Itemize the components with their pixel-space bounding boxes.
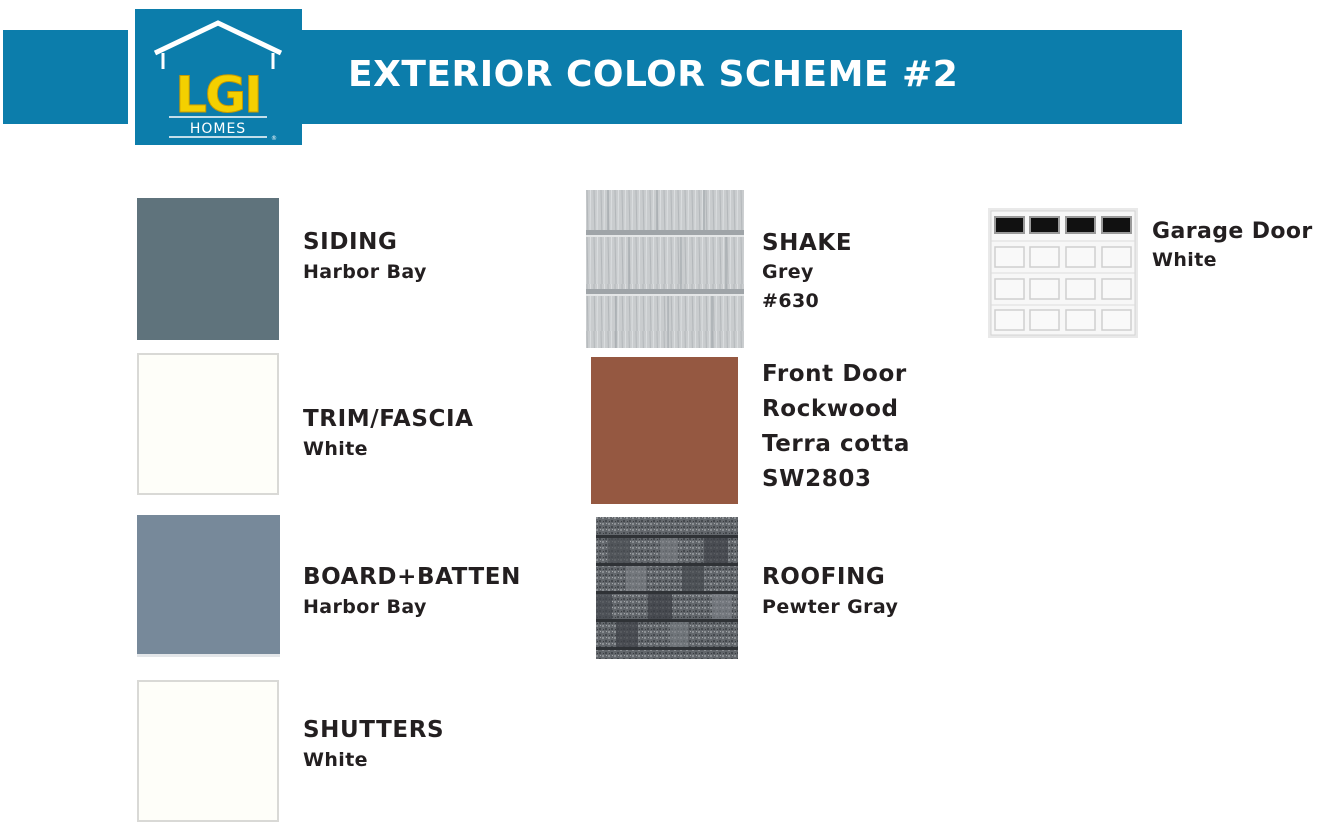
board-batten-name: BOARD+BATTEN — [303, 564, 521, 590]
shake-label — [762, 230, 852, 312]
roofing-name: ROOFING — [762, 564, 886, 590]
trim-swatch — [137, 353, 279, 495]
trim-name: TRIM/FASCIA — [303, 406, 474, 432]
front-door-brand: Rockwood — [762, 396, 899, 422]
shutters-name: SHUTTERS — [303, 717, 445, 743]
board-batten-color: Harbor Bay — [303, 596, 427, 618]
front-door-color: Terra cotta — [762, 431, 910, 457]
shutters-color: White — [303, 749, 368, 771]
siding-swatch — [137, 198, 279, 340]
page-title: EXTERIOR COLOR SCHEME #2 — [348, 54, 959, 95]
garage-door-label — [1152, 219, 1313, 271]
roofing-texture-swatch — [596, 517, 738, 659]
roofing-color: Pewter Gray — [762, 596, 899, 618]
front-door-label — [762, 361, 910, 492]
front-door-code: SW2803 — [762, 466, 872, 492]
trim-color: White — [303, 438, 368, 460]
logo-registered-mark: ® — [271, 135, 277, 142]
shake-name: SHAKE — [762, 230, 853, 256]
roofing-label — [762, 564, 898, 618]
board-batten-label — [303, 564, 521, 618]
shake-texture-swatch — [586, 190, 744, 348]
shutters-label — [303, 717, 444, 771]
front-door-swatch — [591, 357, 738, 504]
shake-code: #630 — [762, 290, 820, 312]
shutters-swatch — [137, 680, 279, 822]
siding-color: Harbor Bay — [303, 261, 427, 283]
garage-door-swatch — [988, 208, 1138, 338]
logo-letters: LGI — [175, 66, 261, 124]
logo-word: HOMES — [189, 121, 247, 137]
board-batten-swatch — [137, 515, 280, 657]
garage-door-name: Garage Door — [1152, 219, 1313, 244]
garage-door-color: White — [1152, 249, 1217, 271]
shake-color: Grey — [762, 261, 814, 283]
siding-name: SIDING — [303, 229, 398, 255]
front-door-name: Front Door — [762, 361, 907, 387]
trim-label — [303, 406, 474, 460]
lgi-homes-logo — [135, 9, 302, 145]
siding-label — [303, 229, 427, 283]
